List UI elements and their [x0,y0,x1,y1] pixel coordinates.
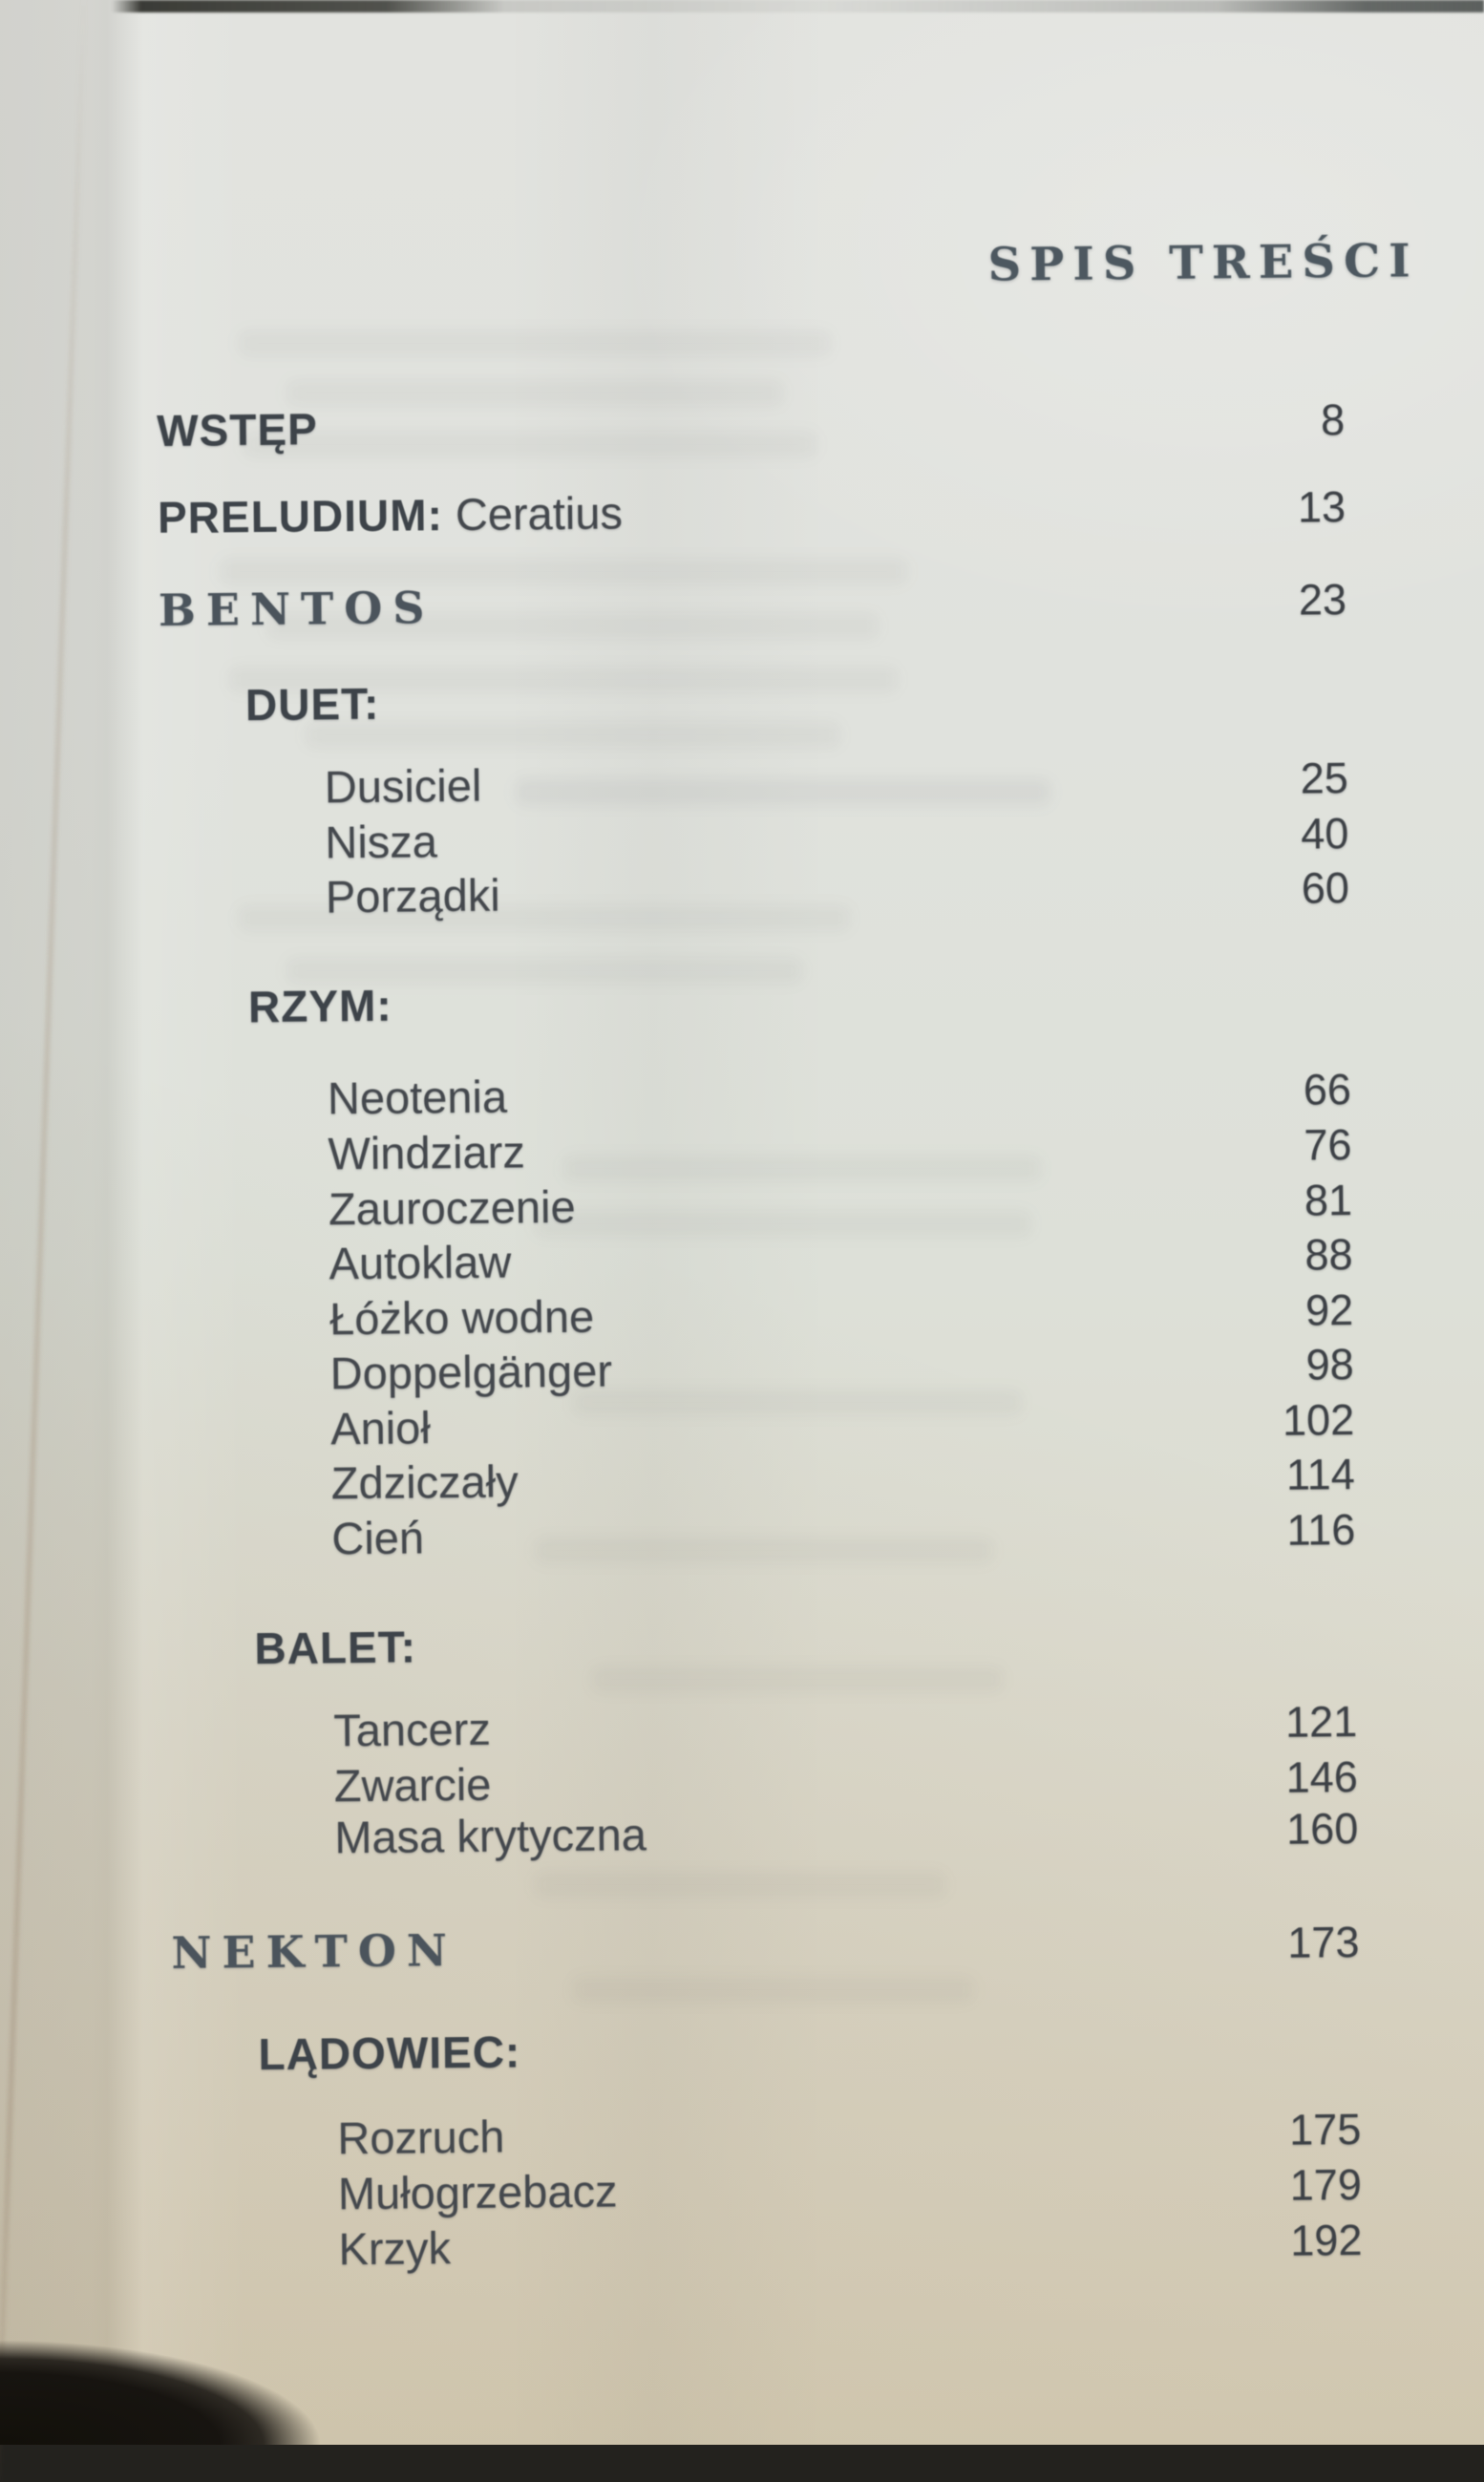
toc-entry-label-bold: PRELUDIUM: [158,490,443,542]
toc-entry [325,806,1348,868]
toc-entry [334,1801,1358,1863]
toc-entry-label [158,486,623,543]
toc-entry-page: 8 [1321,395,1346,445]
toc-subsection-label: RZYM: [248,980,392,1032]
toc-entry-page: 40 [1301,809,1349,859]
toc-entry [325,751,1348,813]
toc-entry-label: Łóżko wodne [329,1290,594,1346]
toc-entry-page: 25 [1300,753,1348,803]
toc-entry-label: Mułogrzebacz [338,2165,618,2220]
toc-entry-page: 116 [1286,1505,1355,1556]
toc-entry-page: 92 [1305,1285,1354,1335]
toc-entry-page: 76 [1304,1120,1352,1170]
toc-entry [326,860,1349,923]
toc-entry [338,2213,1362,2275]
toc-entry [328,1062,1351,1124]
toc-entry-page: 160 [1286,1804,1359,1855]
toc-subsection-heading [248,970,1350,1032]
toc-entry [329,1283,1353,1345]
toc-entry-page: 114 [1286,1450,1355,1500]
toc-entry [331,1502,1355,1564]
toc-subsection-label: DUET: [245,678,380,731]
toc-entry-page: 175 [1289,2105,1362,2155]
toc-entry-label: Porządki [326,869,500,923]
toc-entry-label: Zdziczały [331,1454,519,1509]
toc-entry-label: Krzyk [338,2221,451,2275]
toc-entry-label: Windziarz [328,1125,525,1179]
toc-entry [157,393,1345,456]
toc-entry-page: 102 [1283,1395,1355,1446]
toc-entry-label: WSTĘP [157,403,318,456]
toc-section-heading [171,1916,1359,1979]
toc-section-label: NEKTON [171,1924,457,1979]
toc-entry [329,1227,1352,1289]
toc-entry-page: 146 [1285,1752,1358,1803]
toc-subsection-heading [245,668,1347,731]
toc-entry-page: 98 [1305,1340,1354,1389]
toc-entry-page: 60 [1302,863,1350,913]
toc-entry [331,1447,1355,1509]
toc-entry-label: Doppelgänger [329,1345,612,1400]
toc-entry-page: 88 [1304,1230,1353,1280]
toc-section-label: BENTOS [159,582,435,636]
page-top-edge-shadow [0,0,1484,12]
page-title: SPIS TREŚCI [987,234,1419,291]
toc-entry-page: 192 [1290,2216,1363,2266]
toc-entry-label: Dusiciel [325,759,482,814]
toc-section-heading [159,573,1346,636]
toc-entry-label: Anioł [330,1401,431,1454]
toc-entry-page: 13 [1298,482,1346,532]
toc-entry [158,479,1346,543]
toc-entry-label: Rozruch [337,2111,505,2165]
toc-entry-label: Zwarcie [334,1758,492,1813]
toc-entry [328,1117,1351,1179]
toc-entry-label: Neotenia [328,1071,508,1125]
toc-subsection-heading [258,2018,1360,2080]
toc-entry-page: 81 [1304,1176,1353,1225]
toc-entry [329,1173,1352,1235]
toc-entry-label: Masa krytyczna [334,1808,647,1863]
toc-entry-page: 66 [1304,1065,1352,1114]
toc-entry [338,2157,1362,2219]
toc-entry-label: Cień [331,1511,424,1564]
toc-entry-label: Nisza [325,815,437,868]
toc-subsection-heading [254,1612,1356,1674]
toc-entry-label: Tancerz [333,1703,491,1757]
book-cover-corner [0,2302,439,2445]
toc-entry-page: 173 [1287,1918,1360,1968]
toc-entry [337,2102,1361,2164]
toc-entry [333,1694,1357,1756]
toc-entry-label-rest: Ceratius [443,487,624,540]
toc-subsection-label: LĄDOWIEC: [258,2026,520,2080]
toc-entry [329,1337,1353,1399]
toc-subsection-label: BALET: [254,1622,416,1675]
toc-entry-page: 179 [1290,2160,1363,2211]
toc-entry-page: 121 [1285,1697,1358,1748]
toc-entry-label: Autoklaw [329,1236,511,1290]
toc-entry-label: Zauroczenie [329,1180,576,1235]
toc-entry-page: 23 [1299,575,1347,625]
toc-entry [330,1392,1354,1454]
